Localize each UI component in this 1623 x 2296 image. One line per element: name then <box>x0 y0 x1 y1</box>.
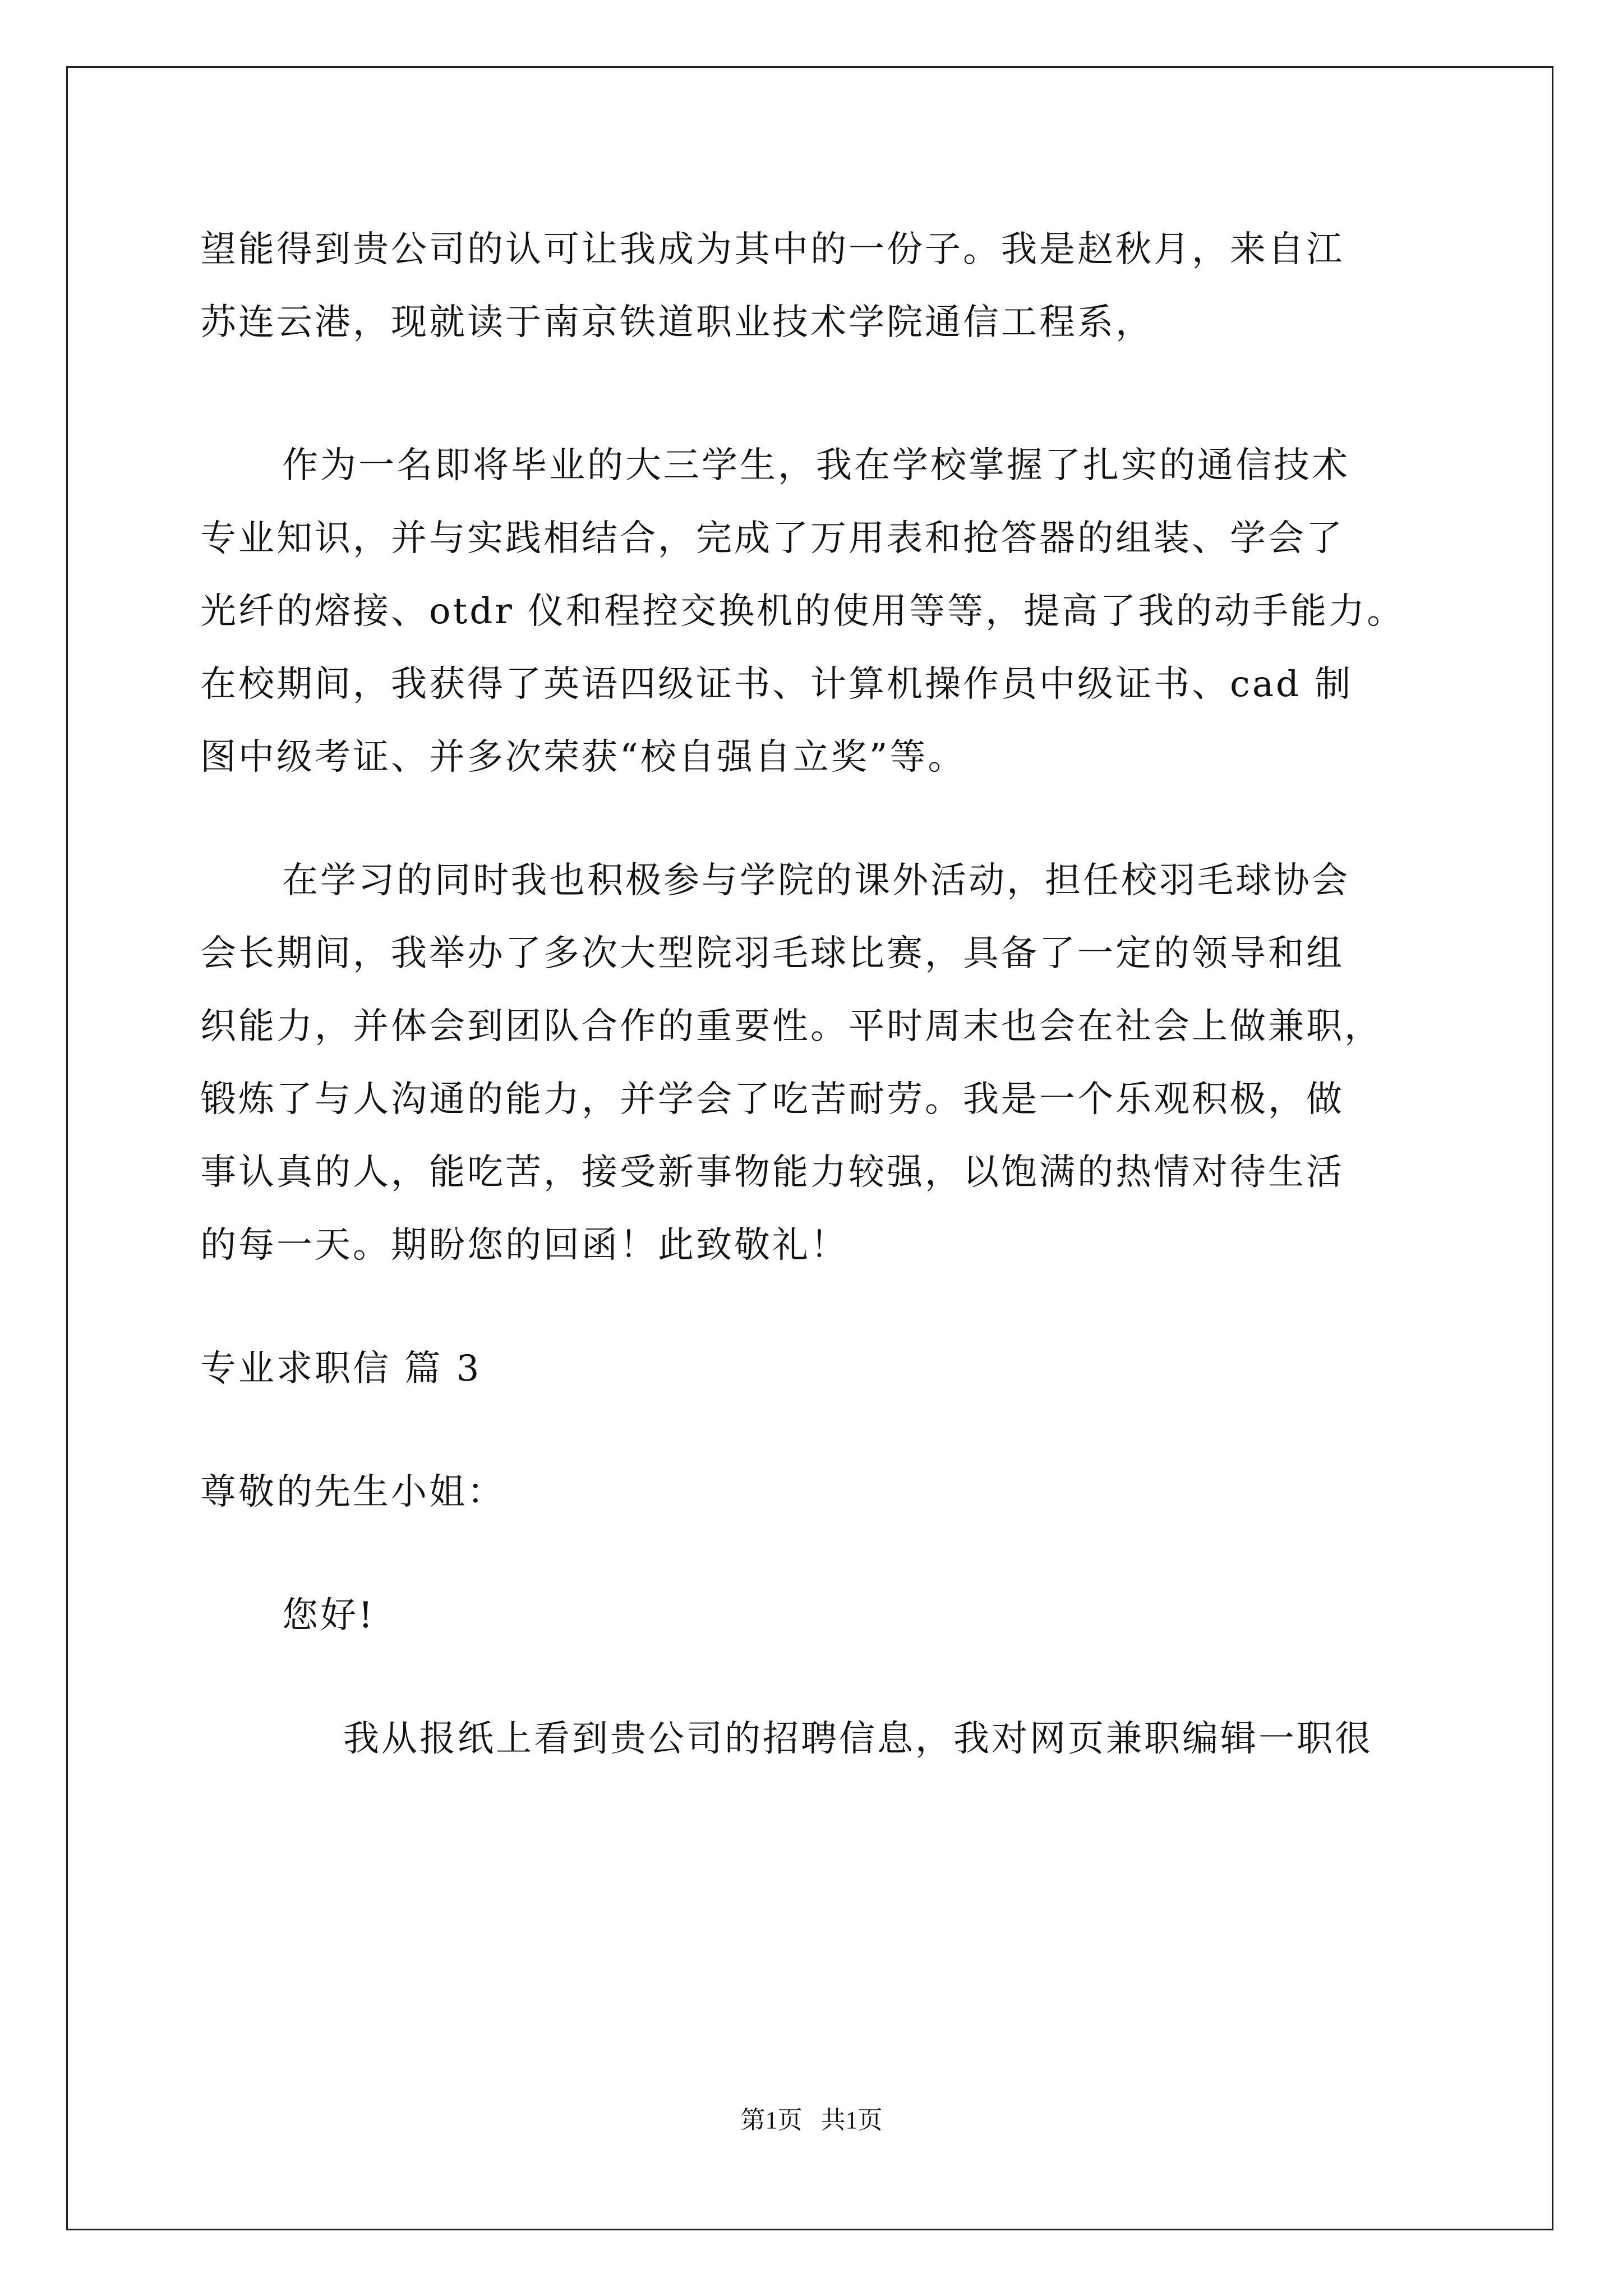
section-heading: 专业求职信 篇 3 <box>200 1348 482 1389</box>
body-line: 的每一天。期盼您的回函！此致敬礼！ <box>200 1225 849 1266</box>
body-line: 光纤的熔接、otdr 仪和程控交换机的使用等等，提高了我的动手能力。 <box>200 591 1405 632</box>
body-line: 作为一名即将毕业的大三学生，我在学校掌握了扎实的通信技术 <box>282 445 1350 486</box>
body-line: 在学习的同时我也积极参与学院的课外活动，担任校羽毛球协会 <box>282 860 1350 901</box>
body-line: 望能得到贵公司的认可让我成为其中的一份子。我是赵秋月，来自江 <box>200 229 1344 270</box>
page-footer: 第1页 共1页 <box>740 2106 883 2134</box>
salutation: 尊敬的先生小姐： <box>200 1471 505 1513</box>
body-line: 苏连云港，现就读于南京铁道职业技术学院通信工程系， <box>200 302 1154 343</box>
body-line: 织能力，并体会到团队合作的重要性。平时周末也会在社会上做兼职， <box>200 1006 1382 1047</box>
body-line: 事认真的人，能吃苦，接受新事物能力较强，以饱满的热情对待生活 <box>200 1152 1344 1193</box>
body-line: 专业知识，并与实践相结合，完成了万用表和抢答器的组装、学会了 <box>200 518 1344 559</box>
body-line: 锻炼了与人沟通的能力，并学会了吃苦耐劳。我是一个乐观积极，做 <box>200 1079 1344 1120</box>
body-line: 我从报纸上看到贵公司的招聘信息，我对网页兼职编辑一职很 <box>343 1718 1373 1760</box>
greeting: 您好! <box>282 1595 375 1636</box>
body-line: 图中级考证、并多次荣获“校自强自立奖”等。 <box>200 737 966 778</box>
body-line: 在校期间，我获得了英语四级证书、计算机操作员中级证书、cad 制 <box>200 664 1353 705</box>
body-line: 会长期间，我举办了多次大型院羽毛球比赛，具备了一定的领导和组 <box>200 933 1344 974</box>
